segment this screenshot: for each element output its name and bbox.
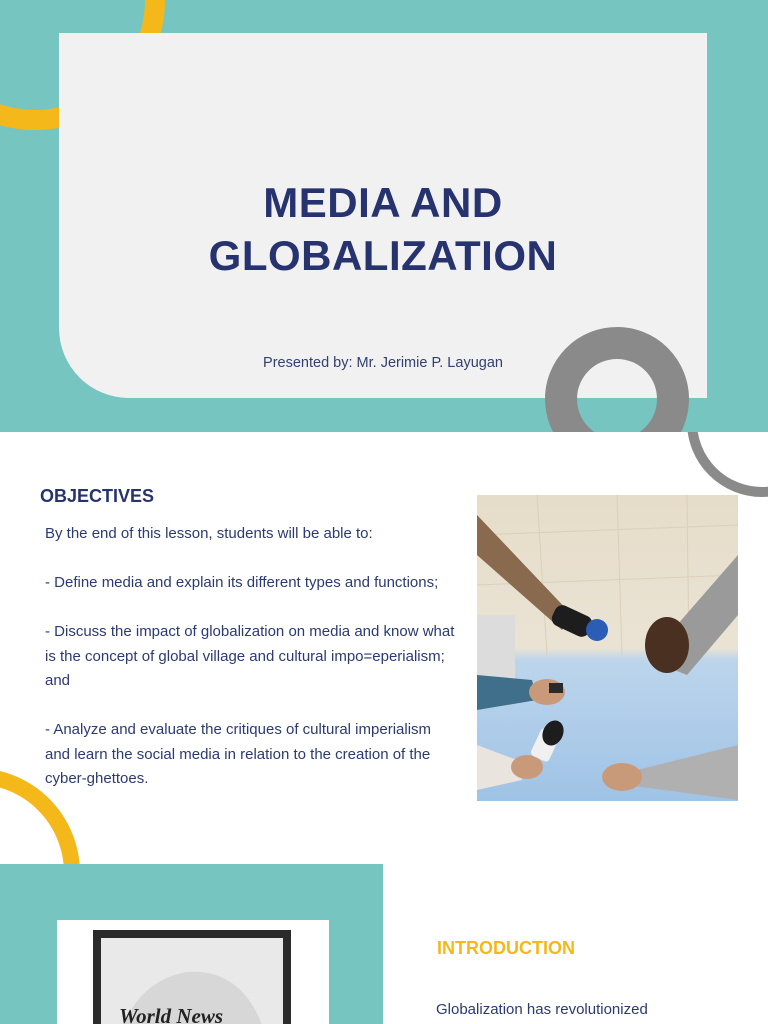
objectives-intro: By the end of this lesson, students will be able to: <box>45 525 373 542</box>
slide-title <box>59 176 707 282</box>
photo-illustration <box>477 495 738 801</box>
title-line-2: GLOBALIZATION <box>208 232 558 279</box>
objective-item-3: - Analyze and evaluate the critiques of cultural imperialism and learn the social media in relation to the creation of the cyber-ghettoes. <box>45 721 432 787</box>
introduction-slide <box>0 864 768 1024</box>
world-news-image <box>57 920 329 1024</box>
introduction-heading: INTRODUCTION <box>437 938 575 958</box>
objective-item-1: - Define media and explain its different types and functions; <box>45 574 439 591</box>
objective-item-2: - Discuss the impact of globalization on media and know what is the concept of global village and cultural impo=eperialism; and <box>45 623 455 689</box>
news-illustration <box>57 920 329 1024</box>
introduction-text: Globalization has revolutionized <box>436 1001 648 1018</box>
objectives-heading: OBJECTIVES <box>40 486 155 506</box>
reporters-microphones-photo <box>477 495 738 801</box>
gray-ring-decoration <box>687 432 768 497</box>
objectives-body <box>45 522 460 816</box>
presenter-text: Presented by: Mr. Jerimie P. Layugan <box>263 355 503 371</box>
objectives-slide <box>0 432 768 864</box>
title-slide <box>0 0 768 432</box>
news-image-caption: World News <box>119 1004 224 1024</box>
title-line-1: MEDIA AND <box>263 179 503 226</box>
